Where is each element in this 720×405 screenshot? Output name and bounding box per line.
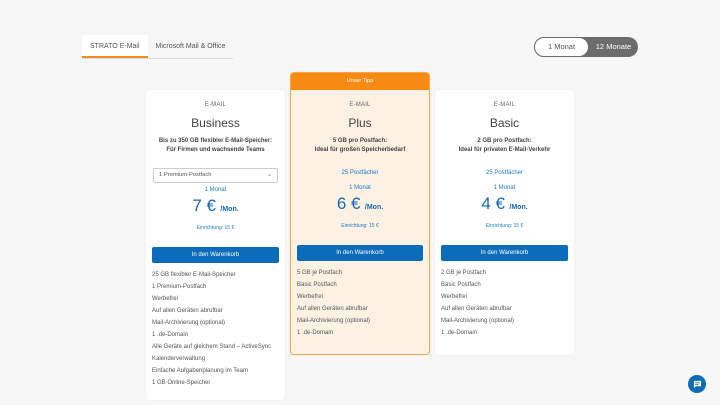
plan-price — [435, 194, 574, 214]
plan-name: Business — [191, 116, 240, 130]
recommended-badge: Unser Tipp — [291, 73, 429, 90]
add-to-cart-button[interactable]: In den Warenkorb — [441, 245, 568, 261]
price-amount: 4 € — [481, 194, 505, 213]
setup-fee: Einrichtung: 15 € — [341, 223, 379, 229]
plan-subtitle-line2: Für Firmen und wachsende Teams — [166, 147, 265, 153]
plan-period: 1 Monat — [204, 187, 227, 193]
plan-card-plus — [290, 72, 430, 355]
plan-price — [146, 196, 285, 216]
plan-kicker: E-MAIL — [493, 102, 516, 108]
setup-fee: Einrichtung: 15 € — [485, 223, 524, 229]
feature-item: Alle Geräte auf gleichem Stand – ActiveSync — [152, 344, 272, 350]
mailbox-count: 25 Postfächer — [485, 170, 524, 176]
plan-subtitle-line1: Bis zu 350 GB flexibler E-Mail-Speicher: — [158, 138, 273, 144]
feature-list — [435, 267, 574, 339]
feature-item: Werbefrei — [297, 294, 323, 300]
feature-item: Mail-Archivierung (optional) — [297, 318, 371, 324]
plan-card-basic — [435, 90, 574, 355]
plan-subtitle-line2: Ideal für großen Speicherbedarf — [314, 147, 406, 153]
plan-card-business — [146, 90, 285, 400]
feature-list — [146, 269, 285, 389]
feature-item: Auf allen Geräten abrufbar — [297, 306, 368, 312]
feature-item: 5 GB je Postfach — [297, 270, 343, 276]
chevron-down-icon: ⌄ — [267, 172, 272, 178]
feature-item: 1 Premium-Postfach — [152, 284, 207, 290]
tab-microsoft-mail-office[interactable]: Microsoft Mail & Office — [155, 43, 226, 50]
chat-bubble-icon — [693, 380, 702, 389]
feature-item: Einfache Aufgabenplanung im Team — [152, 368, 248, 374]
feature-item: 1 .de-Domain — [441, 330, 478, 336]
feature-item: Werbefrei — [441, 294, 467, 300]
add-to-cart-button[interactable]: In den Warenkorb — [297, 245, 423, 261]
feature-item: Kalenderverwaltung — [152, 356, 206, 362]
toggle-option-12-monate[interactable]: 12 Monate — [595, 42, 632, 51]
price-unit: /Mon. — [364, 204, 384, 211]
feature-item: Auf allen Geräten abrufbar — [152, 308, 223, 314]
feature-item: Mail-Archivierung (optional) — [152, 320, 226, 326]
feature-item: Mail-Archivierung (optional) — [441, 318, 515, 324]
tab-strato-email[interactable]: STRATO E-Mail — [82, 35, 148, 58]
product-tabs — [82, 35, 233, 59]
feature-item: 1 .de-Domain — [152, 332, 189, 338]
plan-subtitle-line1: 5 GB pro Postfach: — [332, 138, 388, 144]
plan-name: Plus — [348, 116, 372, 130]
price-amount: 7 € — [192, 196, 216, 215]
feature-item: 1 GB Online-Speicher — [152, 380, 211, 386]
mailbox-count: 25 Postfächer — [341, 170, 379, 176]
setup-fee: Einrichtung: 15 € — [196, 225, 235, 231]
add-to-cart-button[interactable]: In den Warenkorb — [152, 247, 279, 263]
plan-subtitle — [291, 137, 429, 155]
price-unit: /Mon. — [220, 206, 239, 213]
plan-period: 1 Monat — [493, 185, 516, 191]
plan-price — [291, 194, 429, 214]
plan-kicker: E-MAIL — [349, 102, 371, 108]
feature-item: 1 .de-Domain — [297, 330, 334, 336]
feature-item: Werbefrei — [152, 296, 178, 302]
feature-item: Auf allen Geräten abrufbar — [441, 306, 512, 312]
price-amount: 6 € — [336, 194, 361, 213]
chat-button[interactable] — [688, 375, 706, 393]
feature-item: 2 GB je Postfach — [441, 270, 487, 276]
price-unit: /Mon. — [509, 204, 528, 211]
plan-subtitle — [435, 137, 574, 155]
feature-item: 25 GB flexibler E-Mail-Speicher — [152, 272, 236, 278]
toggle-option-1-monat[interactable]: 1 Monat — [534, 37, 589, 57]
feature-list — [291, 267, 429, 339]
plan-name: Basic — [489, 116, 520, 130]
billing-period-toggle[interactable] — [534, 37, 638, 57]
plan-subtitle-line2: Ideal für privaten E-Mail-Verkehr — [458, 147, 551, 153]
plan-kicker: E-MAIL — [204, 102, 227, 108]
mailbox-select[interactable] — [153, 168, 278, 183]
mailbox-select-value: 1 Premium-Postfach — [159, 172, 212, 178]
plan-subtitle — [146, 137, 285, 155]
feature-item: Basic Postfach — [441, 282, 481, 288]
plan-period: 1 Monat — [349, 185, 371, 191]
plan-subtitle-line1: 2 GB pro Postfach: — [477, 138, 532, 144]
feature-item: Basic Postfach — [297, 282, 337, 288]
